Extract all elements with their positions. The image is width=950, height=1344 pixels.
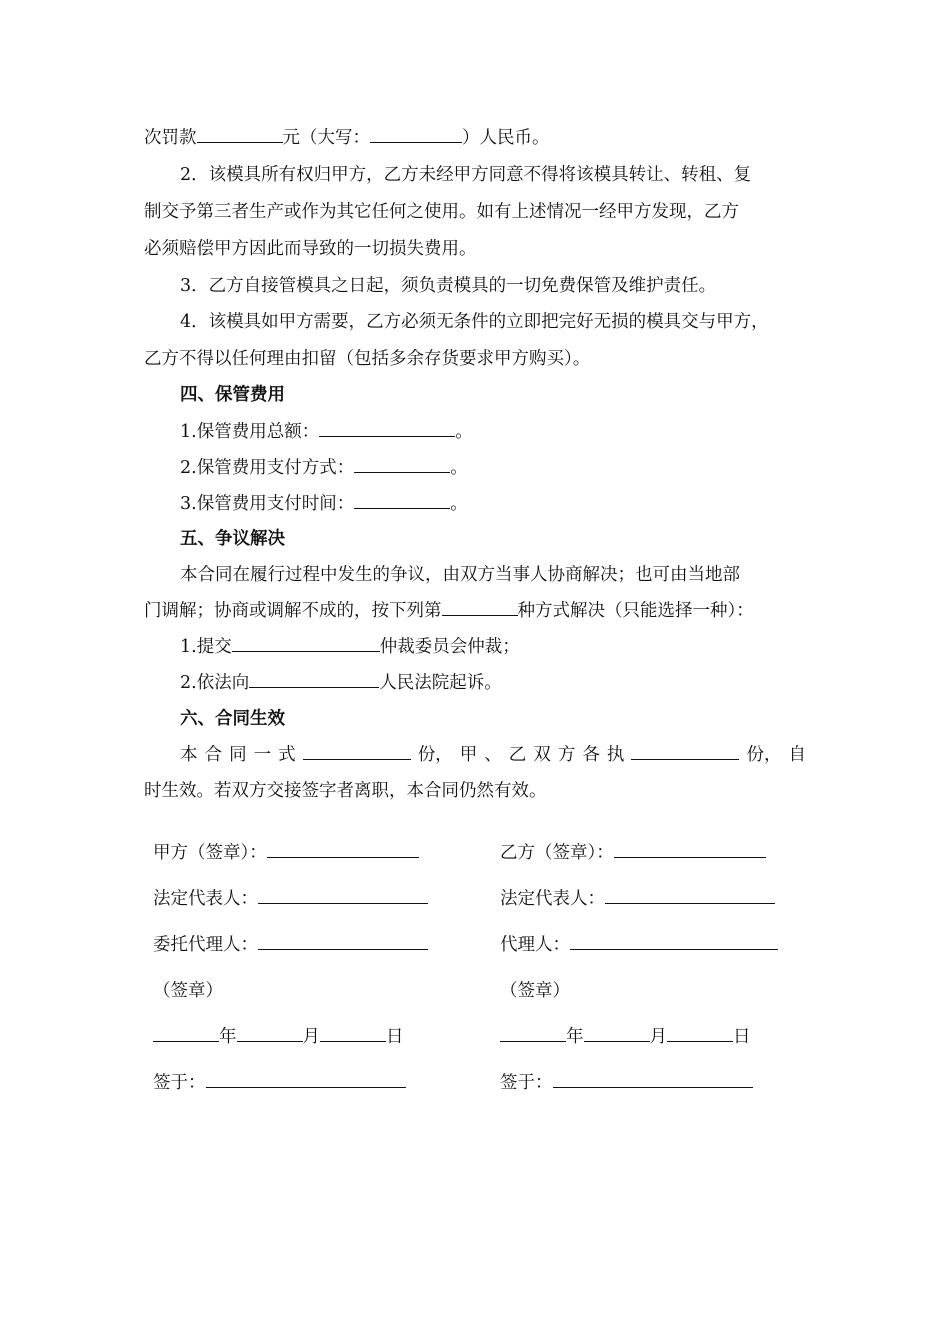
text: 、 — [484, 745, 502, 765]
text: 法定代表人： — [153, 889, 258, 909]
dispute-option-1 — [180, 635, 850, 659]
text: 门调解；协商或调解不成的，按下列第 — [144, 601, 442, 621]
text: 法定代表人： — [500, 889, 605, 909]
blank-field[interactable] — [631, 743, 739, 760]
blank-field[interactable] — [249, 671, 379, 688]
clause-3: 3．乙方自接管模具之日起，须负责模具的一切免费保管及维护责任。 — [180, 276, 717, 296]
clause-2-line-3: 必须赔偿甲方因此而导致的一切损失费用。 — [144, 239, 477, 259]
text: 人民法院起诉。 — [379, 673, 502, 693]
penalty-line — [144, 126, 814, 150]
text: 乙方（签章）： — [500, 843, 614, 863]
text: 1.提交 — [180, 637, 232, 657]
blank-field[interactable] — [570, 933, 778, 950]
blank-field[interactable] — [258, 933, 428, 950]
section-4-heading: 四、保管费用 — [180, 385, 285, 405]
text: 乙 — [508, 745, 527, 765]
party-b-agent-line — [500, 933, 778, 957]
dispute-line-1: 本合同在履行过程中发生的争议，由双方当事人协商解决；也可由当地部 — [180, 565, 740, 585]
text: 自 — [788, 745, 806, 765]
text: 本 — [180, 745, 198, 765]
text: 年 — [219, 1027, 237, 1047]
blank-field[interactable] — [206, 1071, 406, 1088]
blank-field[interactable] — [605, 887, 775, 904]
blank-field[interactable] — [197, 126, 283, 143]
section-6-heading: 六、合同生效 — [180, 709, 285, 729]
effect-line-2: 时生效。若双方交接签字者离职，本合同仍然有效。 — [144, 781, 547, 801]
blank-field[interactable] — [267, 841, 419, 858]
party-a-date-line — [153, 1025, 404, 1049]
text: 年 — [566, 1027, 584, 1047]
clause-2-line-2: 制交予第三者生产或作为其它任何之使用。如有上述情况一经甲方发现，乙方 — [144, 202, 739, 222]
party-a-signed-at-line — [153, 1071, 406, 1095]
blank-field[interactable] — [500, 1025, 566, 1042]
party-b-seal: （签章） — [500, 981, 570, 1001]
party-b-sign-line — [500, 841, 766, 865]
clause-4-line-1: 4．该模具如甲方需要，乙方必须无条件的立即把完好无损的模具交与甲方， — [180, 312, 769, 332]
blank-field[interactable] — [232, 635, 380, 652]
text: 日 — [733, 1027, 751, 1047]
text: 月 — [302, 1027, 320, 1047]
blank-field[interactable] — [320, 1025, 386, 1042]
text: 3.保管费用支付时间： — [180, 494, 355, 514]
text: 次罚款 — [144, 128, 197, 148]
clause-2-line-1: 2．该模具所有权归甲方，乙方未经甲方同意不得将该模具转让、转租、复 — [180, 165, 752, 185]
text: 同 — [229, 745, 247, 765]
text: 式 — [278, 745, 296, 765]
blank-field[interactable] — [303, 743, 411, 760]
text: 方 — [557, 745, 576, 765]
blank-field[interactable] — [614, 841, 766, 858]
blank-field[interactable] — [553, 1071, 753, 1088]
text: 元（大写： — [282, 128, 370, 148]
text: ）人民币。 — [462, 128, 550, 148]
text: 委托代理人： — [153, 935, 258, 955]
text: 。 — [450, 494, 468, 514]
text: 代理人： — [500, 935, 570, 955]
fee-total-line — [180, 420, 850, 444]
blank-field[interactable] — [667, 1025, 733, 1042]
text: 种方式解决（只能选择一种）： — [517, 601, 754, 621]
dispute-option-2 — [180, 671, 850, 695]
fee-time-line — [180, 492, 850, 516]
text: 双 — [533, 745, 551, 765]
blank-field[interactable] — [354, 492, 450, 509]
clause-4-line-2: 乙方不得以任何理由扣留（包括多余存货要求甲方购买）。 — [144, 349, 591, 369]
blank-field[interactable] — [370, 126, 462, 143]
text: 甲 — [459, 745, 478, 765]
text: 。 — [455, 422, 473, 442]
blank-field[interactable] — [584, 1025, 650, 1042]
text: 仲裁委员会仲裁； — [379, 637, 520, 657]
text: 2.依法向 — [180, 673, 250, 693]
fee-method-line — [180, 456, 850, 480]
blank-field[interactable] — [258, 887, 428, 904]
text: 1.保管费用总额： — [180, 422, 320, 442]
text: 份， — [746, 745, 782, 765]
text: 。 — [450, 458, 468, 478]
text: 甲方（签章）： — [153, 843, 267, 863]
text: 签于： — [153, 1073, 206, 1093]
text: 一 — [253, 745, 272, 765]
text: 合 — [204, 745, 223, 765]
text: 月 — [649, 1027, 667, 1047]
text: 份， — [417, 745, 453, 765]
party-a-legal-rep-line — [153, 887, 428, 911]
party-a-agent-line — [153, 933, 428, 957]
text: 日 — [386, 1027, 404, 1047]
text: 各 — [582, 745, 600, 765]
party-b-legal-rep-line — [500, 887, 775, 911]
text: 签于： — [500, 1073, 553, 1093]
blank-field[interactable] — [442, 599, 518, 616]
party-a-seal: （签章） — [153, 981, 223, 1001]
blank-field[interactable] — [354, 456, 450, 473]
blank-field[interactable] — [319, 420, 455, 437]
section-5-heading: 五、争议解决 — [180, 529, 285, 549]
effect-line-1 — [180, 743, 850, 767]
text: 2.保管费用支付方式： — [180, 458, 355, 478]
text: 执 — [606, 745, 625, 765]
dispute-line-2 — [144, 599, 814, 623]
party-b-signed-at-line — [500, 1071, 753, 1095]
party-b-date-line — [500, 1025, 751, 1049]
blank-field[interactable] — [237, 1025, 303, 1042]
blank-field[interactable] — [153, 1025, 219, 1042]
party-a-sign-line — [153, 841, 419, 865]
